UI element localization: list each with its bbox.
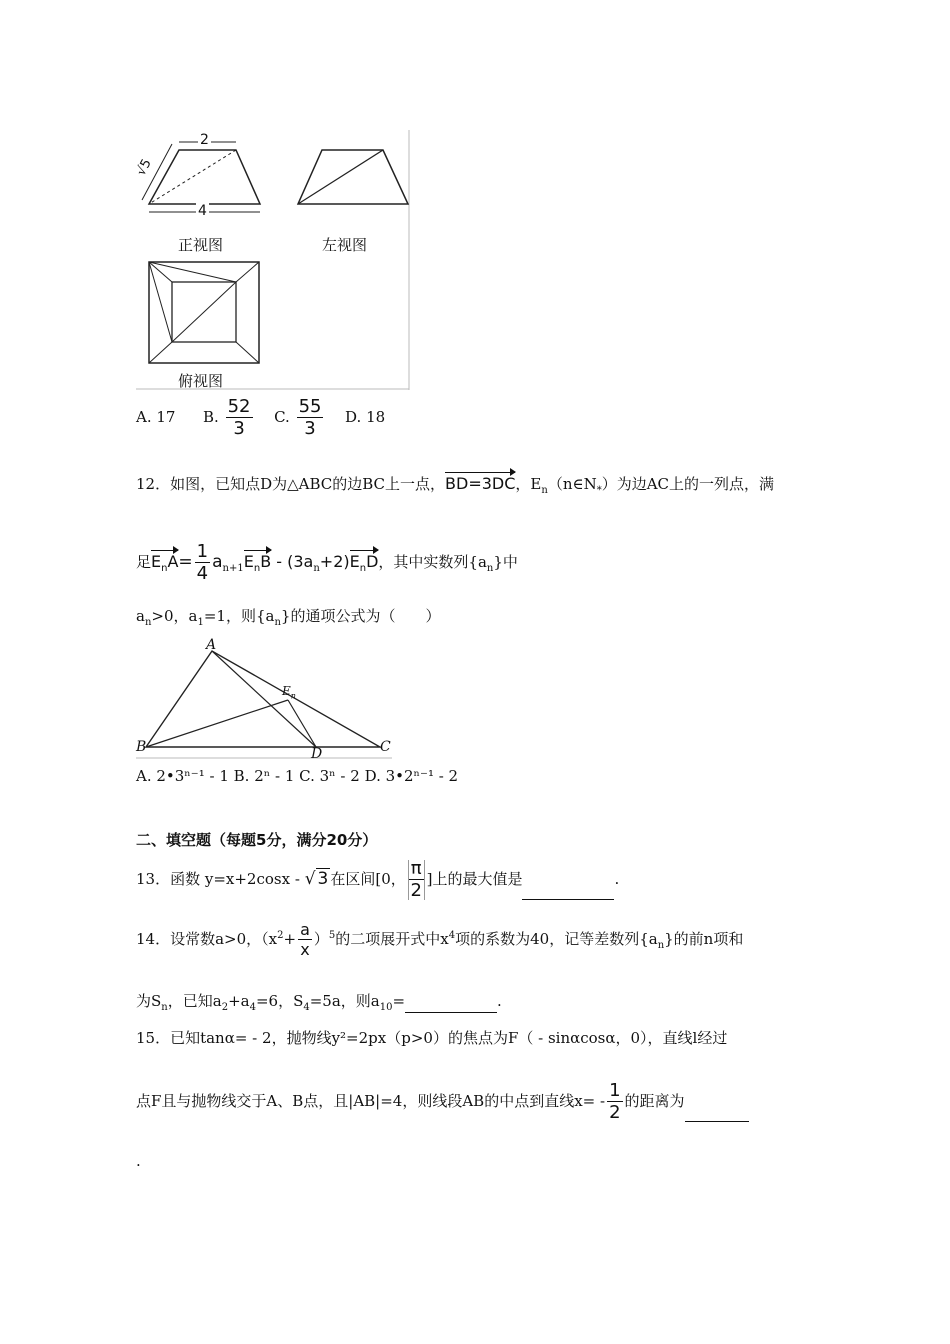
q14-sub: 2 [221,1002,229,1013]
q12-text: +2) [319,552,350,571]
q12-text: （n∈N [547,475,597,493]
frac-num: 1 [196,541,209,562]
q14-text: 14．设常数a>0，（x [136,930,278,948]
q14-text: ，已知a [167,992,222,1010]
frac-den: 2 [410,880,422,901]
q12-line1 [136,472,774,496]
q12-text: >0，a [151,607,198,625]
q12-text: }的通项公式为（ ） [280,607,441,625]
q13-answer-blank[interactable] [522,881,614,900]
q11-options [136,398,385,438]
q12-sub: 1 [197,617,204,628]
dim-bottom: 4 [198,203,207,219]
vec-sub: n [359,563,367,575]
q14-text: 项的系数为40，记等差数列{a [455,930,658,948]
q12-text: ，E [515,475,542,493]
q11-option-b-label: B. [203,408,219,426]
q12-text: }中 [493,553,518,571]
frac-num: 55 [298,396,322,417]
q14-sub: 4 [249,1002,256,1013]
sqrt-radicand: 3 [317,869,329,889]
section-heading: 二、填空题（每题5分，满分20分） [136,831,378,849]
frac-den: x [300,940,310,959]
q14-text: + [283,930,297,948]
q12-sub: n [486,563,494,574]
q14-answer-blank[interactable] [405,994,497,1013]
q14-text: }的前n项和 [664,930,744,948]
vec-sub: n [253,563,261,575]
q12-sub: * [596,485,602,496]
q15-end: . [136,1152,141,1170]
q11-option-c-label: C. [274,408,290,426]
q12-vector-equation: BD=3DC [445,474,516,493]
q14-sub: n [161,1002,168,1013]
q12-line2 [136,543,518,583]
left-view-label: 左视图 [322,236,368,254]
q12-sub: n+1 [222,563,244,574]
vec-letter: E [243,552,254,571]
label-D: D [311,746,323,762]
q12-text: =1，则{a [203,607,275,625]
q13-text: . [614,870,620,888]
q12-text: - (3a [271,552,314,571]
frac-den: 3 [233,418,245,439]
one-half [607,1082,622,1122]
q11-option-c-fraction [297,398,324,438]
q14-text: 的二项展开式中x [335,930,449,948]
q12-sub: n [313,563,320,574]
front-view-label: 正视图 [178,236,224,254]
q15-text: 的距离为 [624,1092,685,1110]
label-B: B [136,739,147,755]
q12-options: A. 2•3ⁿ⁻¹ - 1 B. 2ⁿ - 1 C. 3ⁿ - 2 D. 3•2ⁿ⁻¹ - 2 [136,767,459,785]
q15-answer-blank[interactable] [685,1103,749,1122]
q12-intro: 12．如图，已知点D为△ABC的边BC上一点， [136,475,446,493]
vec-letter: D [366,552,379,571]
q13-text: ]上的最大值是 [426,870,523,888]
a-over-x [298,922,312,958]
label-C: C [380,739,391,755]
vec-letter: B [260,552,272,571]
q14-sub: 10 [379,1002,393,1013]
label-A: A [206,637,217,653]
q12-line3 [136,605,440,628]
q12-vector-EnA [151,550,178,574]
q14-sup: 5 [328,930,336,941]
q14-text: ） [313,930,329,948]
q12-sub: n [274,617,281,628]
triangle-figure [136,637,396,762]
q14-text: = [392,992,406,1010]
q11-option-d: D. 18 [345,408,386,426]
three-view-diagram [133,130,412,392]
frac-num: 1 [609,1080,621,1101]
left-view [298,150,408,204]
q14-text: =6，S [255,992,304,1010]
q12-vector-EnB [244,550,271,574]
q12-a: a [212,552,223,572]
q14-text: =5a，则a [309,992,380,1010]
frac-den: 2 [609,1102,621,1123]
q12-fraction [195,543,210,583]
triangle-diagram [136,640,396,760]
q12-text: ）为边AC上的一列点，满 [601,475,775,493]
q11-option-b-fraction [226,398,253,438]
q13-text: 在区间[0， [330,870,406,888]
q12-sub: n [541,485,548,496]
q13 [136,860,619,900]
q12-vector-EnD [350,550,379,574]
q15-line1: 15．已知tanα= - 2，抛物线y²=2px（p>0）的焦点为F（ - sinαcosα，0），直线l经过 [136,1029,728,1047]
label-sub: n [290,691,296,701]
q12-text: 足 [136,553,152,571]
q14-text: . [497,992,502,1010]
vec-letter: E [151,552,162,571]
q14-sup: 2 [277,930,284,941]
q14-line1 [136,922,743,958]
sqrt-3: √ 3 [304,869,329,889]
front-view [142,142,260,212]
dim-top: 2 [200,132,209,148]
label-En [282,684,296,700]
q13-text: 13．函数 y=x+2cosx - [136,870,300,888]
q14-sub: n [657,940,665,951]
q14-sub: 4 [303,1002,310,1013]
q14-line2 [136,990,502,1013]
q12-text: a [136,607,145,625]
top-view-label: 俯视图 [178,372,224,390]
top-view [149,262,259,363]
q12-eq: = [178,552,193,572]
q12-text: ，其中实数列{a [378,553,487,571]
frac-num: π [410,858,422,879]
q14-sup: 4 [448,930,456,941]
q14-text: +a [228,992,250,1010]
vec-sub: n [161,563,168,575]
pi-over-2 [408,860,425,900]
frac-num: a [300,920,310,939]
frac-num: 52 [227,396,251,417]
q12-sub: n [144,617,152,628]
frac-den: 3 [304,418,316,439]
vec-letter: E [349,552,360,571]
q14-text: 为S [136,992,162,1010]
q15-line2 [136,1082,749,1122]
label-E: E [282,684,291,698]
q11-option-a: A. 17 [136,408,176,426]
dim-side: √5 [133,156,155,179]
three-view-figure [133,130,412,392]
vec-letter: A [167,552,179,571]
frac-den: 4 [196,563,209,584]
q15-text: 点F且与抛物线交于A、B点，且|AB|=4，则线段AB的中点到直线x= - [136,1092,606,1110]
